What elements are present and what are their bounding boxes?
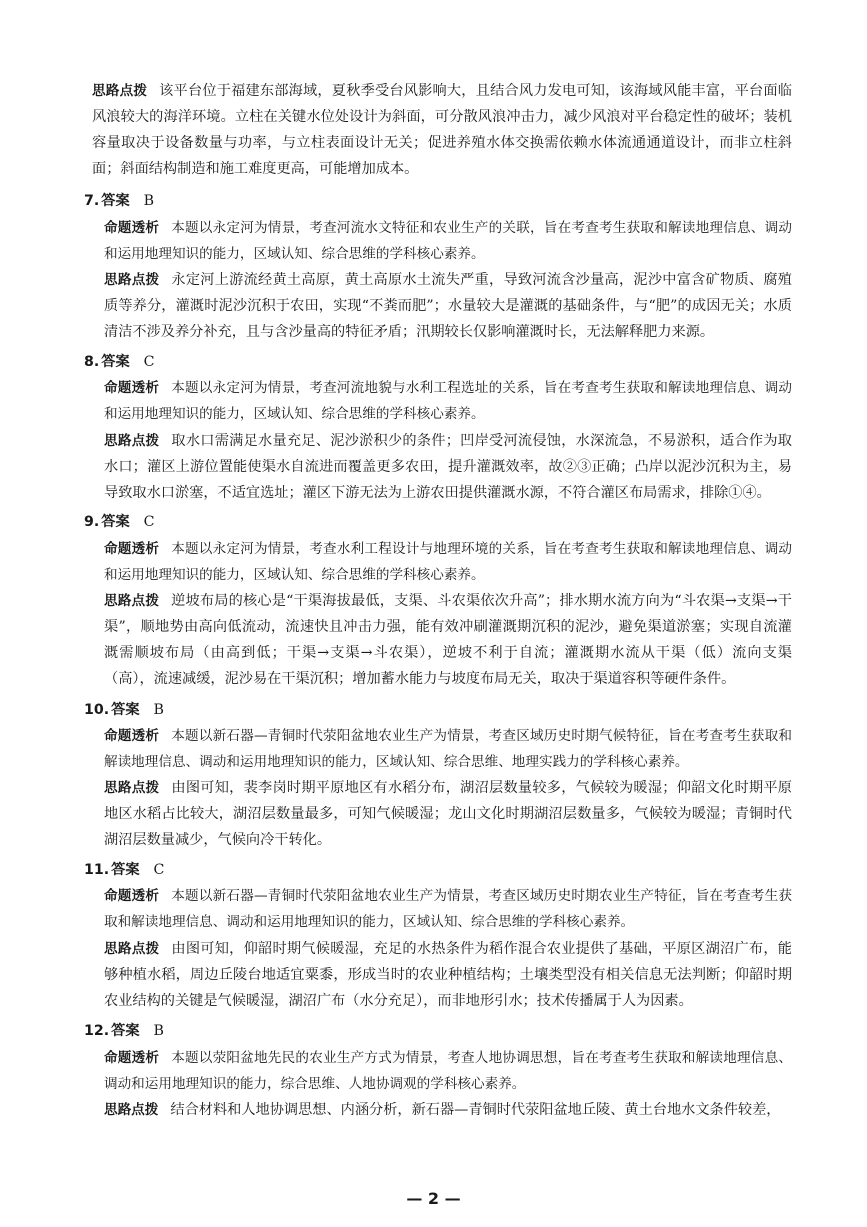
q12-answer-line [84, 1018, 164, 1044]
q11-answer-line [84, 857, 164, 883]
intent-label: 命题透析 [104, 541, 160, 557]
intro-hint [92, 78, 792, 182]
intent-label: 命题透析 [104, 888, 160, 904]
answer-value: C [143, 354, 155, 370]
hint-text: 永定河上游流经黄土高原，黄土高原水土流失严重，导致河流含沙量高，泥沙中富含矿物质、腐殖质等养分，灌溉时泥沙沉积于农田，实现“不粪而肥”；水量较大是灌溉的基础条件，与“肥”的成因无关；水质清洁不涉及养分补充，且与含沙量高的特征矛盾；汛期较长仅影响灌溉时长，无法解释肥力来源。 [104, 272, 792, 340]
hint-text: 逆坡布局的核心是“干渠海拔最低，支渠、斗农渠依次升高”；排水期水流方向为“斗农渠→支渠→干渠”，顺地势由高向低流动，流速快且冲击力强，能有效冲刷灌溉期沉积的泥沙，避免渠道淤塞；实现自流灌溉需顺坡布局（由高到低；干渠→支渠→斗农渠），逆坡不利于自流；灌溉期水流从干渠（低）流向支渠（高），流速减缓，泥沙易在干渠沉积；增加蓄水能力与坡度布局无关，取决于渠道容积等硬件条件。 [104, 593, 792, 687]
answer-value: B [143, 193, 155, 209]
page-number: — 2 — [406, 1189, 461, 1208]
intent-text: 本题以新石器—青铜时代荥阳盆地农业生产为情景，考查区域历史时期农业生产特征，旨在考查考生获取和解读地理信息、调动和运用地理知识的能力，区域认知、综合思维的学科核心素养。 [104, 888, 792, 930]
answer-value: C [153, 862, 165, 878]
hint-label: 思路点拨 [92, 83, 148, 99]
question-number: 7. [84, 193, 100, 209]
question-number: 12. [84, 1023, 110, 1039]
question-number: 11. [84, 862, 110, 878]
q8-answer-line [84, 349, 155, 375]
hint-label: 思路点拨 [104, 593, 160, 609]
answer-value: C [143, 514, 155, 530]
q11-intent [104, 883, 792, 935]
intent-label: 命题透析 [104, 728, 160, 744]
intent-label: 命题透析 [104, 220, 160, 236]
answer-value: B [153, 1023, 164, 1039]
question-number: 9. [84, 514, 100, 530]
answer-label: 答案 [111, 702, 140, 718]
q10-intent [104, 723, 792, 775]
q11-hint [104, 936, 792, 1014]
intent-text: 本题以永定河为情景，考查河流水文特征和农业生产的关联，旨在考查考生获取和解读地理信息、调动和运用地理知识的能力，区域认知、综合思维的学科核心素养。 [104, 220, 792, 262]
hint-label: 思路点拨 [104, 941, 160, 957]
q8-intent [104, 375, 792, 427]
answer-value: B [153, 702, 164, 718]
q9-intent [104, 536, 792, 588]
hint-label: 思路点拨 [104, 780, 160, 796]
hint-text: 由图可知，裴李岗时期平原地区有水稻分布，湖沼层数量较多，气候较为暖湿；仰韶文化时期平原地区水稻占比较大，湖沼层数量最多，可知气候暖湿；龙山文化时期湖沼层数量多，气候较为暖湿；青铜时代湖沼层数量减少，气候向冷干转化。 [104, 780, 792, 848]
q12-hint [104, 1097, 792, 1123]
hint-text: 该平台位于福建东部海域，夏秋季受台风影响大，且结合风力发电可知，该海域风能丰富，平台面临风浪较大的海洋环境。立柱在关键水位处设计为斜面，可分散风浪冲击力，减少风浪对平台稳定性的破坏；装机容量取决于设备数量与功率，与立柱表面设计无关；促进养殖水体交换需依赖水体流通通道设计，而非立柱斜面；斜面结构制造和施工难度更高，可能增加成本。 [92, 83, 792, 177]
q12-intent [104, 1045, 792, 1097]
q7-intent [104, 215, 792, 267]
hint-label: 思路点拨 [104, 272, 160, 288]
q7-answer-line [84, 188, 154, 214]
intent-text: 本题以荥阳盆地先民的农业生产方式为情景，考查人地协调思想，旨在考查考生获取和解读地理信息、调动和运用地理知识的能力，综合思维、人地协调观的学科核心素养。 [104, 1050, 792, 1092]
intent-text: 本题以永定河为情景，考查河流地貌与水利工程选址的关系，旨在考查考生获取和解读地理信息、调动和运用地理知识的能力，区域认知、综合思维的学科核心素养。 [104, 380, 792, 422]
answer-label: 答案 [101, 514, 130, 530]
q7-hint [104, 267, 792, 345]
hint-text: 取水口需满足水量充足、泥沙淤积少的条件；凹岸受河流侵蚀，水深流急，不易淤积，适合作为取水口；灌区上游位置能使渠水自流进而覆盖更多农田，提升灌溉效率，故②③正确；凸岸以泥沙沉积为主，易导致取水口淤塞，不适宜选址；灌区下游无法为上游农田提供灌溉水源，不符合灌区布局需求，排除①④。 [104, 433, 792, 501]
q8-hint [104, 428, 792, 506]
q9-hint [104, 588, 792, 692]
answer-label: 答案 [101, 354, 130, 370]
q10-answer-line [84, 697, 164, 723]
hint-text: 由图可知，仰韶时期气候暖湿，充足的水热条件为稻作混合农业提供了基础，平原区湖沼广布，能够种植水稻，周边丘陵台地适宜粟黍，形成当时的农业种植结构；土壤类型没有相关信息无法判断；仰韶时期农业结构的关键是气候暖湿，湖沼广布（水分充足），而非地形引水；技术传播属于人为因素。 [104, 941, 792, 1009]
answer-label: 答案 [101, 193, 130, 209]
q10-hint [104, 775, 792, 853]
intent-label: 命题透析 [104, 1050, 160, 1066]
intent-text: 本题以新石器—青铜时代荥阳盆地农业生产为情景，考查区域历史时期气候特征，旨在考查考生获取和解读地理信息、调动和运用地理知识的能力，区域认知、综合思维、地理实践力的学科核心素养。 [104, 728, 792, 770]
intent-label: 命题透析 [104, 380, 160, 396]
hint-text: 结合材料和人地协调思想、内涵分析，新石器—青铜时代荥阳盆地丘陵、黄土台地水文条件较差， [170, 1102, 781, 1118]
hint-label: 思路点拨 [104, 1102, 159, 1118]
hint-label: 思路点拨 [104, 433, 160, 449]
question-number: 10. [84, 702, 110, 718]
answer-label: 答案 [111, 862, 140, 878]
intent-text: 本题以永定河为情景，考查水利工程设计与地理环境的关系，旨在考查考生获取和解读地理信息、调动和运用地理知识的能力，区域认知、综合思维的学科核心素养。 [104, 541, 792, 583]
answer-label: 答案 [111, 1023, 140, 1039]
q9-answer-line [84, 509, 155, 535]
question-number: 8. [84, 354, 100, 370]
